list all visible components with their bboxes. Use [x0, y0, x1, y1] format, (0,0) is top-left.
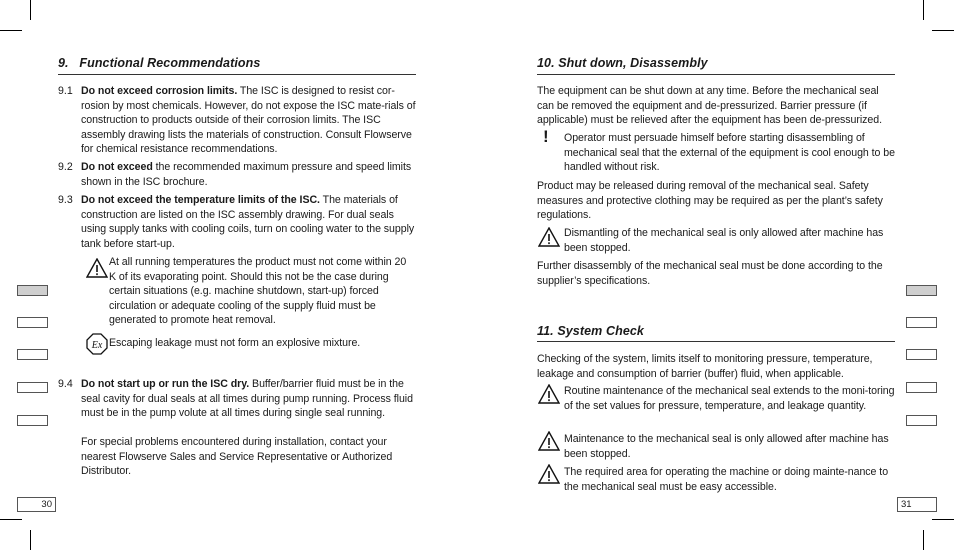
thumb-tab-active [906, 285, 937, 296]
explosion-protection-icon [86, 333, 108, 355]
warning-text: Routine maintenance of the mechanical seal extends to the moni-toring of the set values for pressure, temperature, and leakage quantity. [564, 385, 895, 412]
page-number-box [897, 497, 937, 512]
section-rule [58, 74, 416, 75]
warning-text: Maintenance to the mechanical seal is only allowed after machine has been stopped. [564, 433, 889, 460]
warning-triangle-icon [86, 258, 108, 278]
page-number-box [17, 497, 56, 512]
caution-text: Operator must persuade himself before starting disassembling of mechanical seal that the external of the equipment is cool enough to be handled without risk. [564, 132, 895, 174]
section-title: 11. System Check [537, 324, 644, 338]
thumb-tab [906, 317, 937, 328]
ex-note: Escaping leakage must not form an explosive mixture. [109, 337, 361, 349]
paragraph: The equipment can be shut down at any time. Before the mechanical seal can be removed the equipment and de-pressurized. Barrier pressure (if applicable) must be relieved after the equipment has been de-pressurized. [537, 85, 882, 127]
crop-mark [30, 530, 31, 550]
item-body [81, 377, 416, 421]
crop-mark [932, 519, 954, 520]
item-number: 9.1 [58, 85, 73, 97]
warning-triangle-icon [538, 227, 560, 247]
thumb-tab [17, 349, 48, 360]
item-body [81, 160, 416, 189]
crop-mark [30, 0, 31, 20]
paragraph: Further disassembly of the mechanical seal must be done according to the supplier’s specifications. [537, 260, 883, 287]
item-lead: Do not exceed [81, 161, 153, 173]
crop-mark [0, 30, 22, 31]
thumb-tab [906, 349, 937, 360]
warning-triangle-icon [538, 431, 560, 451]
item-lead: Do not exceed the temperature limits of the ISC. [81, 194, 320, 206]
thumb-tab-active [17, 285, 48, 296]
item-lead: Do not exceed corrosion limits. [81, 85, 238, 97]
closing-paragraph: For special problems encountered during installation, contact your nearest Flowserve Sales and Service Representative or Authorized Distributor. [81, 436, 393, 478]
warning-text: At all running temperatures the product must not come within 20 K of its evaporating point. Should this not be the case during certain situations (e.g. machine shutdown, start-up) forced circulation or adequate cooling of the supply fluid must be generated to promote heat removal. [109, 256, 407, 327]
item-body [81, 84, 416, 157]
warning-triangle-icon [538, 384, 560, 404]
warning-text: Dismantling of the mechanical seal is only allowed after machine has been stopped. [564, 227, 884, 254]
item-text: The ISC is designed to resist cor-rosion by most chemicals. However, do not expose the ISC mate-rials of construction to products outside of their corrosion limits. The ISC assembly drawing lists the materials of construction. Consult Flowserve for chemical resistance recommendations. [81, 85, 416, 156]
section-title: 10. Shut down, Disassembly [537, 56, 708, 70]
item-body [81, 193, 416, 251]
item-text: The materials of construction are listed on the ISC assembly drawing. For dual seals using supply tanks with cooling coils, turn on cooling water to the supply tank before start-up. [81, 194, 415, 250]
item-number: 9.2 [58, 161, 73, 173]
warning-triangle-icon [538, 464, 560, 484]
page-number: 30 [41, 499, 52, 510]
crop-mark [0, 519, 22, 520]
ex-symbol-label: Ex [91, 340, 103, 351]
crop-mark [923, 0, 924, 20]
warning-text: The required area for operating the machine or doing mainte-nance to the mechanical seal must be easy accessible. [564, 466, 889, 493]
crop-mark [923, 530, 924, 550]
section-rule [537, 74, 895, 75]
exclamation-icon: ! [543, 127, 549, 146]
paragraph: Product may be released during removal of the mechanical seal. Safety measures and protective clothing may be required as per the plant’s safety regulations. [537, 180, 883, 222]
item-number: 9.4 [58, 378, 73, 390]
paragraph: Checking of the system, limits itself to monitoring pressure, temperature, leakage and consumption of barrier (buffer) fluid, when applicable. [537, 353, 873, 380]
item-number: 9.3 [58, 194, 73, 206]
thumb-tab [906, 382, 937, 393]
item-text: Buffer/barrier fluid must be in the seal cavity for dual seals at all times during pump running. Process fluid must be in the pump volute at all times during single seal running. [81, 378, 413, 420]
thumb-tab [906, 415, 937, 426]
thumb-tab [17, 317, 48, 328]
item-lead: Do not start up or run the ISC dry. [81, 378, 250, 390]
crop-mark [932, 30, 954, 31]
section-title: 9. Functional Recommendations [58, 56, 261, 70]
thumb-tab [17, 415, 48, 426]
section-rule [537, 341, 895, 342]
page-number: 31 [901, 499, 912, 510]
thumb-tab [17, 382, 48, 393]
item-text: the recommended maximum pressure and speed limits shown in the ISC brochure. [81, 161, 412, 188]
